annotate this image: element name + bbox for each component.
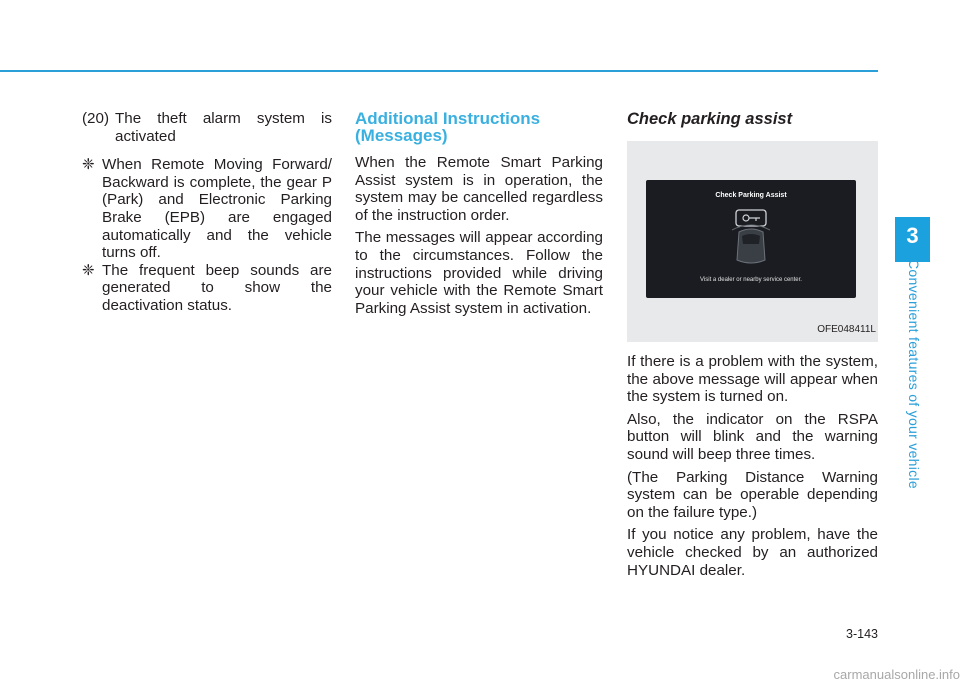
chapter-number: 3 [906,223,919,248]
watermark: carmanualsonline.info [833,667,960,682]
item-number: (20) [82,110,110,127]
paragraph: When the Remote Smart Parking Assist system is in operation, the system may be cancelled regardless of the instruction order. [355,154,603,224]
figure-code: OFE048411L [817,324,876,336]
column-left [82,110,332,315]
car-warning-icon [728,206,774,268]
section-heading: Additional Instructions (Messages) [355,109,541,145]
note-item [82,156,332,262]
paragraph: Also, the indicator on the RSPA button will blink and the warning sound will beep three times. [627,410,878,463]
paragraph: The messages will appear according to the circumstances. Follow the instructions provided while driving your vehicle with the Remote Smart Parking Assist system in activation. [355,229,603,317]
column-right [627,110,878,584]
column-middle [355,110,603,322]
header-rule [0,70,878,72]
figure [627,141,878,342]
item-text: The theft alarm system is activated [115,110,332,145]
paragraph: If you notice any problem, have the vehicle checked by an authorized HYUNDAI dealer. [627,526,878,579]
display-message: Visit a dealer or nearby service center. [700,277,802,284]
note-mark: ❈ [82,156,95,174]
note-mark: ❈ [82,261,95,279]
list-item [82,110,332,145]
cluster-display [646,180,856,298]
note-item [82,262,332,315]
paragraph: If there is a problem with the system, the above message will appear when the system is turned on. [627,353,878,406]
subsection-heading: Check parking assist [627,110,793,128]
note-text: When Remote Moving Forward/ Backward is complete, the gear P (Park) and Electronic Parking Brake (EPB) are engaged automatically and the vehicle turns off. [102,156,332,262]
page-number: 3-143 [846,627,878,641]
note-text: The frequent beep sounds are generated to show the deactivation status. [102,261,332,314]
chapter-label: Convenient features of your vehicle [906,259,922,489]
display-title: Check Parking Assist [715,192,787,199]
paragraph: (The Parking Distance Warning system can be operable depending on the failure type.) [627,468,878,521]
